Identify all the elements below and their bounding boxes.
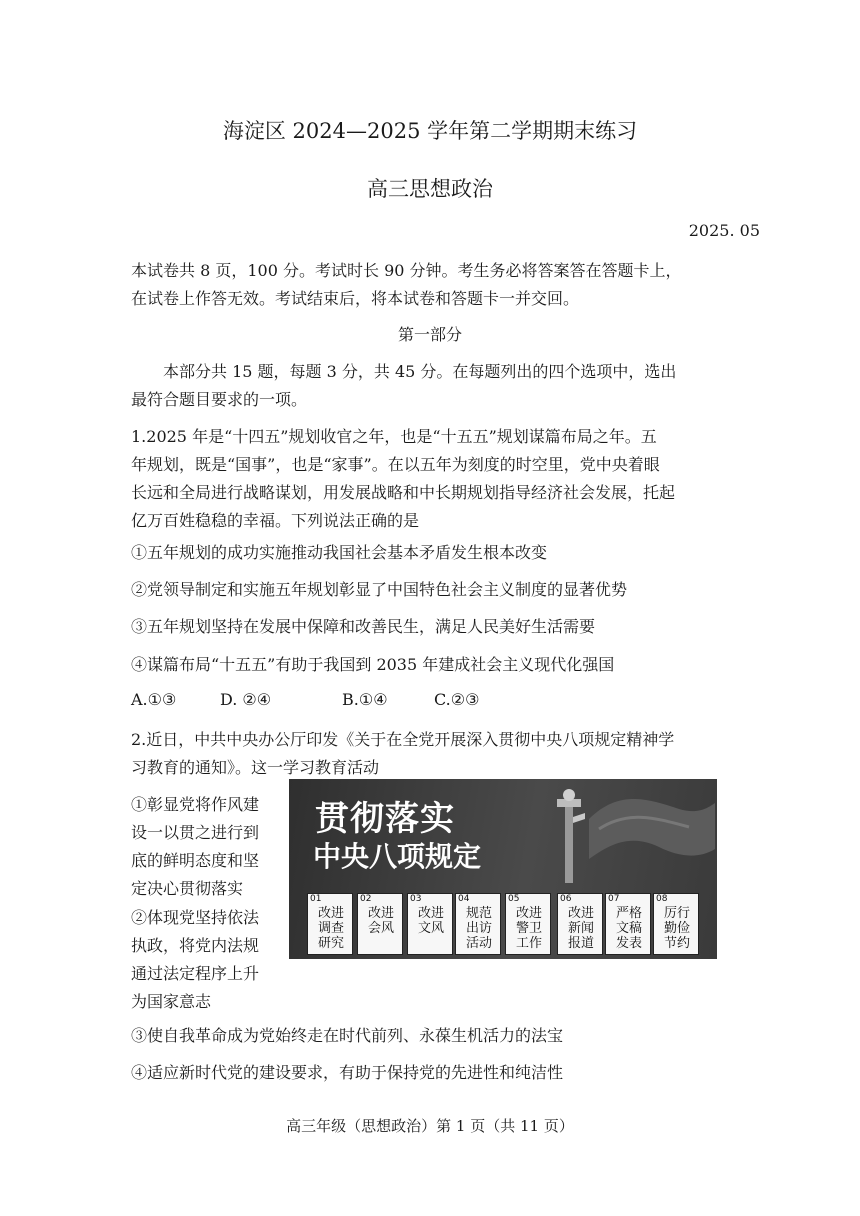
- q2-statement-1-line-3: 底的鲜明态度和坚: [131, 851, 260, 870]
- q1-stem-line-3: 长远和全局进行战略谋划，用发展战略和中长期规划指导经济社会发展，托起: [131, 483, 676, 502]
- rule-card: [557, 893, 603, 955]
- q2-statement-3: ③使自我革命成为党始终走在时代前列、永葆生机活力的法宝: [131, 1026, 564, 1045]
- rule-card-text: 规范出访活动: [465, 906, 492, 951]
- q1-statement-4: ④谋篇布局“十五五”有助于我国到 2035 年建成社会主义现代化强国: [131, 655, 615, 674]
- q1-choice-b: B.①④: [342, 690, 388, 709]
- q2-statement-1-line-1: ①彰显党将作风建: [131, 795, 260, 814]
- q1-statement-1: ①五年规划的成功实施推动我国社会基本矛盾发生根本改变: [131, 543, 548, 562]
- q1-choice-a: A.①③: [131, 690, 177, 709]
- subject-title: 高三思想政治: [367, 177, 493, 201]
- rule-card-number: 01: [310, 894, 322, 904]
- rule-card: [653, 893, 699, 955]
- q1-statement-3: ③五年规划坚持在发展中保障和改善民生，满足人民美好生活需要: [131, 617, 596, 636]
- q1-choice-c: C.②③: [434, 690, 480, 709]
- q2-statement-1-line-4: 定决心贯彻落实: [131, 879, 244, 898]
- q1-stem-line-1: 1.2025 年是“十四五”规划收官之年，也是“十五五”规划谋篇布局之年。五: [131, 427, 657, 446]
- rule-card-number: 03: [410, 894, 422, 904]
- rule-card: [505, 893, 551, 955]
- eight-rules-poster: [289, 779, 717, 959]
- rule-card-text: 改进会风: [367, 906, 394, 936]
- rule-card: [357, 893, 403, 955]
- instructions-line-1: 本试卷共 8 页，100 分。考试时长 90 分钟。考生务必将答案答在答题卡上，: [131, 261, 682, 280]
- huabiao-tower-icon: [551, 787, 587, 883]
- rule-card-text: 厉行勤俭节约: [663, 906, 690, 951]
- q2-statement-2-line-2: 执政，将党内法规: [131, 936, 260, 955]
- q1-stem-line-2: 年规划，既是“国事”，也是“家事”。在以五年为刻度的时空里，党中央着眼: [131, 455, 660, 474]
- rule-card-text: 改进警卫工作: [515, 906, 542, 951]
- rule-card-text: 改进新闻报道: [567, 906, 594, 951]
- q1-choice-d: D. ②④: [220, 690, 272, 709]
- rule-card: [455, 893, 501, 955]
- part-description-line-1: 本部分共 15 题，每题 3 分，共 45 分。在每题列出的四个选项中，选出: [163, 362, 677, 381]
- q1-statement-2: ②党领导制定和实施五年规划彰显了中国特色社会主义制度的显著优势: [131, 580, 628, 599]
- page-footer: 高三年级（思想政治）第 1 页（共 11 页）: [286, 1117, 574, 1135]
- exam-title: 海淀区 2024—2025 学年第二学期期末练习: [222, 119, 638, 143]
- q2-statement-2-line-3: 通过法定程序上升: [131, 964, 260, 983]
- part-description-line-2: 最符合题目要求的一项。: [131, 390, 308, 409]
- q2-statement-1-line-2: 设一以贯之进行到: [131, 823, 260, 842]
- instructions-line-2: 在试卷上作答无效。考试结束后，将本试卷和答题卡一并交回。: [131, 289, 580, 308]
- rule-card-number: 04: [458, 894, 470, 904]
- q1-stem-line-4: 亿万百姓稳稳的幸福。下列说法正确的是: [131, 511, 420, 530]
- rule-card: [605, 893, 651, 955]
- poster-title-1: 贯彻落实: [315, 799, 455, 839]
- rule-card-number: 02: [360, 894, 372, 904]
- rule-card-number: 05: [508, 894, 520, 904]
- rule-card-number: 08: [656, 894, 668, 904]
- q2-statement-2-line-1: ②体现党坚持依法: [131, 908, 260, 927]
- poster-title-2: 中央八项规定: [313, 840, 482, 873]
- rule-card-text: 改进文风: [417, 906, 444, 936]
- rule-card: [307, 893, 353, 955]
- rule-card-text: 严格文稿发表: [615, 906, 642, 951]
- q2-statement-4: ④适应新时代党的建设要求，有助于保持党的先进性和纯洁性: [131, 1063, 564, 1082]
- rule-card-number: 06: [560, 894, 572, 904]
- rule-card-text: 改进调查研究: [317, 906, 344, 951]
- q2-stem-line-1: 2.近日，中共中央办公厅印发《关于在全党开展深入贯彻中央八项规定精神学: [131, 730, 675, 749]
- exam-date: 2025. 05: [688, 221, 760, 240]
- q2-stem-line-2: 习教育的通知》。这一学习教育活动: [131, 758, 380, 777]
- part-heading: 第一部分: [397, 325, 462, 344]
- rule-card-number: 07: [608, 894, 620, 904]
- q2-statement-2-line-4: 为国家意志: [131, 992, 212, 1011]
- rule-card: [407, 893, 453, 955]
- flag-ribbon-icon: [589, 789, 715, 869]
